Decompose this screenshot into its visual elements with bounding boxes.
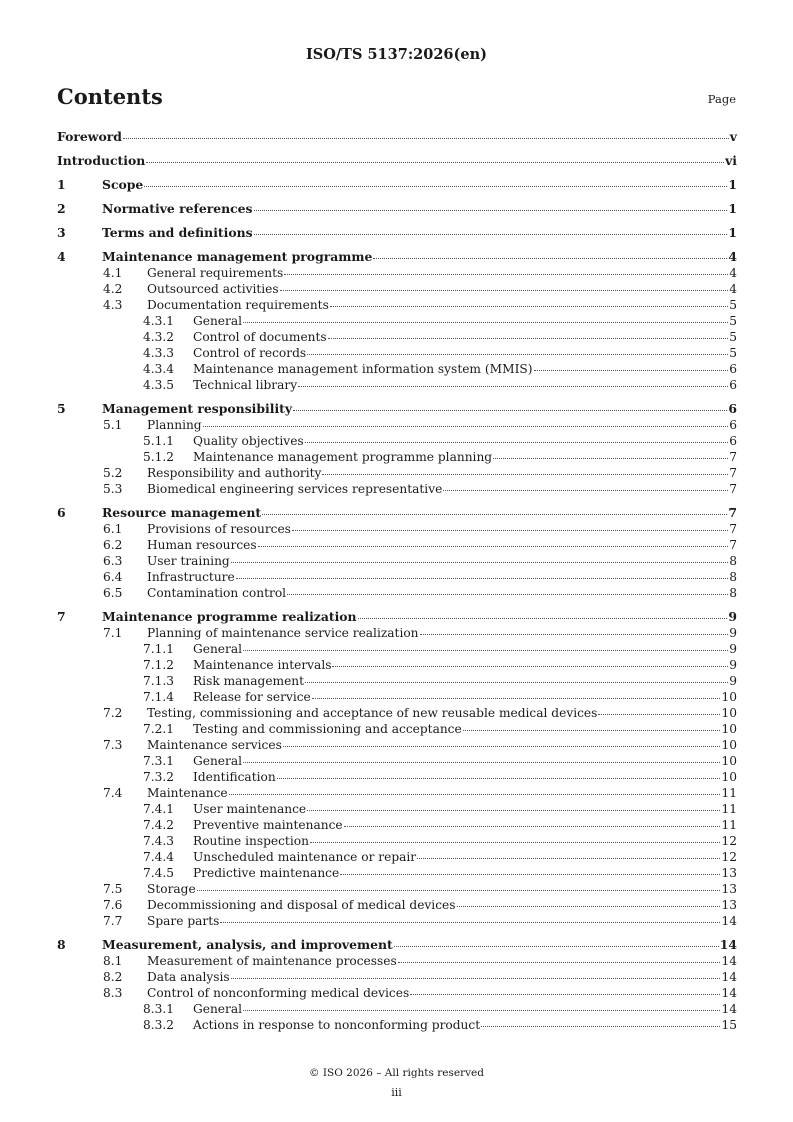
dot-leader [293, 410, 727, 411]
toc-entry-number: 4.3.2 [143, 330, 175, 344]
toc-entry-title: Quality objectives [193, 434, 304, 448]
toc-entry[interactable] [57, 936, 737, 953]
dot-leader [258, 546, 729, 547]
toc-entry-number: 5.1 [103, 418, 123, 432]
toc-entry-title: Maintenance intervals [193, 658, 332, 672]
dot-leader [344, 826, 721, 827]
toc-entry[interactable] [57, 985, 737, 1001]
toc-entry-page: 12 [721, 850, 737, 864]
toc-entry[interactable] [57, 465, 737, 481]
toc-entry-title: Identification [193, 770, 276, 784]
toc-entry-number: 3 [57, 225, 66, 240]
toc-entry-title: Foreword [57, 129, 122, 144]
dot-leader [398, 962, 721, 963]
dot-leader [197, 890, 721, 891]
dot-leader [254, 234, 728, 235]
toc-entry-number: 5.1.2 [143, 450, 175, 464]
toc-entry-page: 9 [729, 626, 737, 640]
toc-entry-title: Testing, commissioning and acceptance of new reusable medical devices [147, 706, 598, 720]
toc-entry-page: 10 [721, 754, 737, 768]
toc-entry-number: 6.3 [103, 554, 123, 568]
toc-entry[interactable] [57, 689, 737, 705]
toc-entry-number: 7.3.2 [143, 770, 175, 784]
toc-entry-number: 7.1.2 [143, 658, 175, 672]
toc-entry-title: General requirements [147, 266, 284, 280]
toc-entry-number: 7.1.3 [143, 674, 175, 688]
dot-leader [420, 634, 729, 635]
page-number: iii [391, 1086, 402, 1099]
toc-entry-number: 6.5 [103, 586, 123, 600]
dot-leader [243, 762, 720, 763]
toc-entry-page: 6 [729, 434, 737, 448]
toc-entry[interactable] [57, 176, 737, 193]
toc-entry-number: 7.4.5 [143, 866, 175, 880]
dot-leader [534, 370, 729, 371]
toc-entry-number: 4.3.5 [143, 378, 175, 392]
toc-entry[interactable] [57, 200, 737, 217]
dot-leader [598, 714, 720, 715]
toc-entry-page: 9 [729, 674, 737, 688]
toc-entry-title: Scope [102, 177, 144, 192]
toc-entry-title: Infrastructure [147, 570, 235, 584]
toc-entry-page: 5 [729, 346, 737, 360]
toc-entry[interactable] [57, 248, 737, 265]
dot-leader [298, 386, 728, 387]
document-header: ISO/TS 5137:2026(en) [305, 46, 488, 63]
toc-entry[interactable] [57, 801, 737, 817]
toc-entry-page: 6 [729, 418, 737, 432]
toc-entry-title: Technical library [193, 378, 298, 392]
toc-entry-page: 4 [729, 282, 737, 296]
toc-entry-title: Contamination control [147, 586, 287, 600]
dot-leader [243, 1010, 720, 1011]
dot-leader [236, 578, 729, 579]
dot-leader [332, 666, 728, 667]
toc-entry-title: Preventive maintenance [193, 818, 343, 832]
toc-entry-number: 7.7 [103, 914, 123, 928]
toc-entry-title: Responsibility and authority [147, 466, 322, 480]
toc-entry-page: vi [725, 153, 737, 168]
toc-entry-number: 8 [57, 937, 66, 952]
toc-entry-title: Normative references [102, 201, 253, 216]
toc-entry[interactable] [57, 953, 737, 969]
table-of-contents [57, 128, 737, 1033]
dot-leader [493, 458, 728, 459]
dot-leader [229, 794, 721, 795]
toc-entry-title: Risk management [193, 674, 305, 688]
toc-entry-number: 7.5 [103, 882, 123, 896]
toc-entry-page: 10 [721, 722, 737, 736]
toc-entry-number: 7 [57, 609, 66, 624]
toc-entry[interactable] [57, 817, 737, 833]
copyright-notice: © ISO 2026 – All rights reserved [309, 1067, 484, 1079]
toc-entry-number: 4.3.1 [143, 314, 175, 328]
toc-entry-page: 7 [728, 505, 737, 520]
toc-entry-title: Storage [147, 882, 196, 896]
toc-entry[interactable] [57, 785, 737, 801]
toc-entry-page: 1 [728, 177, 737, 192]
toc-entry-title: Provisions of resources [147, 522, 291, 536]
toc-entry-title: Planning [147, 418, 202, 432]
dot-leader [410, 994, 720, 995]
toc-entry-page: 14 [721, 914, 737, 928]
toc-entry-page: 8 [729, 570, 737, 584]
toc-entry[interactable] [57, 881, 737, 897]
contents-title: Contents [57, 84, 163, 109]
dot-leader [262, 514, 727, 515]
toc-entry-number: 7.3.1 [143, 754, 175, 768]
toc-entry[interactable] [57, 849, 737, 865]
dot-leader [283, 746, 721, 747]
dot-leader [307, 354, 728, 355]
toc-entry-number: 7.4.1 [143, 802, 175, 816]
toc-entry[interactable] [57, 569, 737, 585]
dot-leader [417, 858, 720, 859]
toc-entry[interactable] [57, 897, 737, 913]
dot-leader [328, 338, 729, 339]
toc-entry-page: 5 [729, 314, 737, 328]
toc-entry-number: 2 [57, 201, 66, 216]
toc-entry-page: 6 [729, 378, 737, 392]
dot-leader [292, 530, 728, 531]
dot-leader [254, 210, 728, 211]
dot-leader [305, 442, 729, 443]
toc-entry-page: 7 [729, 522, 737, 536]
toc-entry[interactable] [57, 449, 737, 465]
dot-leader [373, 258, 727, 259]
toc-entry-title: Maintenance management programme [102, 249, 373, 264]
toc-entry-title: Biomedical engineering services representative [147, 482, 443, 496]
toc-entry[interactable] [57, 865, 737, 881]
toc-entry[interactable] [57, 913, 737, 929]
toc-entry-page: 14 [719, 937, 737, 952]
toc-entry-title: Management responsibility [102, 401, 293, 416]
toc-entry-page: 13 [721, 866, 737, 880]
toc-entry-number: 5.1.1 [143, 434, 175, 448]
toc-entry-page: 10 [721, 706, 737, 720]
toc-entry-number: 4.2 [103, 282, 123, 296]
toc-entry-number: 6.4 [103, 570, 123, 584]
toc-entry-page: 5 [729, 330, 737, 344]
toc-entry-title: General [193, 642, 242, 656]
toc-entry-page: 7 [729, 538, 737, 552]
toc-entry-title: Maintenance programme realization [102, 609, 357, 624]
toc-entry-number: 8.1 [103, 954, 123, 968]
dot-leader [307, 810, 720, 811]
toc-entry[interactable] [57, 265, 737, 281]
toc-entry-number: 7.1.1 [143, 642, 175, 656]
toc-entry[interactable] [57, 537, 737, 553]
toc-entry-number: 1 [57, 177, 66, 192]
toc-entry[interactable] [57, 721, 737, 737]
dot-leader [220, 922, 720, 923]
toc-entry-number: 4.3 [103, 298, 123, 312]
dot-leader [287, 594, 728, 595]
toc-entry-title: Introduction [57, 153, 146, 168]
toc-entry-number: 8.3.2 [143, 1018, 175, 1032]
dot-leader [305, 682, 728, 683]
toc-entry[interactable] [57, 128, 737, 145]
toc-entry-title: Maintenance management programme planning [193, 450, 493, 464]
toc-entry-title: Measurement of maintenance processes [147, 954, 397, 968]
toc-entry-title: User maintenance [193, 802, 307, 816]
dot-leader [277, 778, 721, 779]
toc-entry[interactable] [57, 481, 737, 497]
toc-entry-number: 6.1 [103, 522, 123, 536]
toc-entry[interactable] [57, 521, 737, 537]
dot-leader [231, 978, 721, 979]
toc-entry-title: User training [147, 554, 230, 568]
dot-leader [123, 138, 729, 139]
toc-entry-number: 7.1.4 [143, 690, 175, 704]
dot-leader [310, 842, 721, 843]
toc-entry-title: Terms and definitions [102, 225, 253, 240]
dot-leader [457, 906, 721, 907]
toc-entry-title: General [193, 314, 242, 328]
toc-entry[interactable] [57, 737, 737, 753]
toc-entry[interactable] [57, 553, 737, 569]
toc-entry-page: 12 [721, 834, 737, 848]
toc-entry[interactable] [57, 400, 737, 417]
toc-entry-number: 7.4 [103, 786, 123, 800]
toc-entry[interactable] [57, 329, 737, 345]
toc-entry-title: Predictive maintenance [193, 866, 340, 880]
dot-leader [280, 290, 729, 291]
toc-entry[interactable] [57, 833, 737, 849]
toc-entry-page: v [729, 129, 737, 144]
toc-entry-title: Control of nonconforming medical devices [147, 986, 410, 1000]
toc-entry-page: 7 [729, 450, 737, 464]
toc-entry[interactable] [57, 345, 737, 361]
page-column-label: Page [707, 92, 736, 106]
dot-leader [463, 730, 721, 731]
dot-leader [394, 946, 719, 947]
toc-entry-title: Maintenance services [147, 738, 282, 752]
toc-entry-title: Planning of maintenance service realization [147, 626, 419, 640]
toc-entry[interactable] [57, 753, 737, 769]
toc-entry-page: 9 [729, 642, 737, 656]
toc-entry[interactable] [57, 313, 737, 329]
dot-leader [358, 618, 728, 619]
toc-entry-page: 8 [729, 586, 737, 600]
toc-entry[interactable] [57, 625, 737, 641]
toc-entry-page: 15 [721, 1018, 737, 1032]
toc-entry-title: Data analysis [147, 970, 230, 984]
toc-entry-number: 5.3 [103, 482, 123, 496]
dot-leader [340, 874, 720, 875]
toc-entry-page: 14 [721, 954, 737, 968]
toc-entry-title: Control of documents [193, 330, 327, 344]
toc-entry-page: 13 [721, 898, 737, 912]
toc-entry[interactable] [57, 504, 737, 521]
toc-entry-page: 14 [721, 1002, 737, 1016]
toc-entry[interactable] [57, 608, 737, 625]
toc-entry-number: 6.2 [103, 538, 123, 552]
toc-entry-number: 7.1 [103, 626, 123, 640]
toc-entry[interactable] [57, 769, 737, 785]
toc-entry-number: 4.3.4 [143, 362, 175, 376]
dot-leader [203, 426, 729, 427]
toc-entry-page: 7 [729, 482, 737, 496]
toc-entry[interactable] [57, 417, 737, 433]
toc-entry-number: 4.1 [103, 266, 123, 280]
toc-entry-page: 10 [721, 690, 737, 704]
toc-entry[interactable] [57, 297, 737, 313]
toc-entry-page: 5 [729, 298, 737, 312]
dot-leader [330, 306, 728, 307]
toc-entry[interactable] [57, 657, 737, 673]
toc-entry-page: 10 [721, 738, 737, 752]
toc-entry-page: 7 [729, 466, 737, 480]
toc-entry-page: 4 [728, 249, 737, 264]
toc-entry-page: 10 [721, 770, 737, 784]
toc-entry[interactable] [57, 361, 737, 377]
toc-entry-number: 8.2 [103, 970, 123, 984]
toc-entry[interactable] [57, 224, 737, 241]
toc-entry[interactable] [57, 705, 737, 721]
toc-entry[interactable] [57, 585, 737, 601]
toc-entry-number: 7.6 [103, 898, 123, 912]
toc-entry-number: 7.2 [103, 706, 123, 720]
toc-entry-title: Control of records [193, 346, 307, 360]
toc-entry-page: 14 [721, 986, 737, 1000]
toc-entry-title: Release for service [193, 690, 311, 704]
dot-leader [144, 186, 727, 187]
toc-entry-page: 1 [728, 225, 737, 240]
toc-entry-number: 7.4.4 [143, 850, 175, 864]
toc-entry-title: Documentation requirements [147, 298, 329, 312]
toc-entry-title: Decommissioning and disposal of medical devices [147, 898, 456, 912]
toc-entry-title: Measurement, analysis, and improvement [102, 937, 393, 952]
toc-entry-page: 14 [721, 970, 737, 984]
toc-entry-title: Spare parts [147, 914, 220, 928]
toc-entry[interactable] [57, 281, 737, 297]
dot-leader [312, 698, 721, 699]
toc-entry[interactable] [57, 673, 737, 689]
toc-entry-title: Resource management [102, 505, 262, 520]
toc-entry[interactable] [57, 1001, 737, 1017]
toc-entry-title: Actions in response to nonconforming product [193, 1018, 481, 1032]
toc-entry-number: 8.3.1 [143, 1002, 175, 1016]
dot-leader [481, 1026, 720, 1027]
toc-entry-number: 7.4.2 [143, 818, 175, 832]
toc-entry-page: 8 [729, 554, 737, 568]
dot-leader [243, 650, 728, 651]
toc-entry-title: General [193, 754, 242, 768]
toc-entry[interactable] [57, 152, 737, 169]
toc-entry-number: 8.3 [103, 986, 123, 1000]
toc-entry-number: 5 [57, 401, 66, 416]
toc-entry-page: 13 [721, 882, 737, 896]
toc-entry-title: Outsourced activities [147, 282, 279, 296]
toc-entry-number: 4.3.3 [143, 346, 175, 360]
dot-leader [322, 474, 728, 475]
toc-entry-page: 9 [729, 658, 737, 672]
dot-leader [146, 162, 724, 163]
toc-entry[interactable] [57, 1017, 737, 1033]
toc-entry[interactable] [57, 641, 737, 657]
toc-entry-page: 6 [729, 362, 737, 376]
toc-entry-title: Routine inspection [193, 834, 309, 848]
toc-entry-number: 4 [57, 249, 66, 264]
dot-leader [443, 490, 728, 491]
toc-entry-title: Unscheduled maintenance or repair [193, 850, 417, 864]
toc-entry-page: 11 [721, 818, 737, 832]
dot-leader [284, 274, 728, 275]
toc-entry-number: 7.3 [103, 738, 123, 752]
toc-entry-page: 9 [728, 609, 737, 624]
toc-entry-title: Human resources [147, 538, 257, 552]
toc-entry[interactable] [57, 969, 737, 985]
dot-leader [243, 322, 728, 323]
toc-entry-page: 11 [721, 802, 737, 816]
toc-entry-page: 4 [729, 266, 737, 280]
toc-entry-title: Maintenance management information system (MMIS) [193, 362, 533, 376]
toc-entry-number: 7.4.3 [143, 834, 175, 848]
toc-entry-title: General [193, 1002, 242, 1016]
toc-entry-number: 5.2 [103, 466, 123, 480]
toc-entry-title: Testing and commissioning and acceptance [193, 722, 462, 736]
toc-entry-title: Maintenance [147, 786, 228, 800]
toc-entry-page: 11 [721, 786, 737, 800]
toc-entry-number: 6 [57, 505, 66, 520]
dot-leader [231, 562, 729, 563]
toc-entry[interactable] [57, 433, 737, 449]
toc-entry[interactable] [57, 377, 737, 393]
toc-entry-page: 1 [728, 201, 737, 216]
toc-entry-number: 7.2.1 [143, 722, 175, 736]
toc-entry-page: 6 [728, 401, 737, 416]
